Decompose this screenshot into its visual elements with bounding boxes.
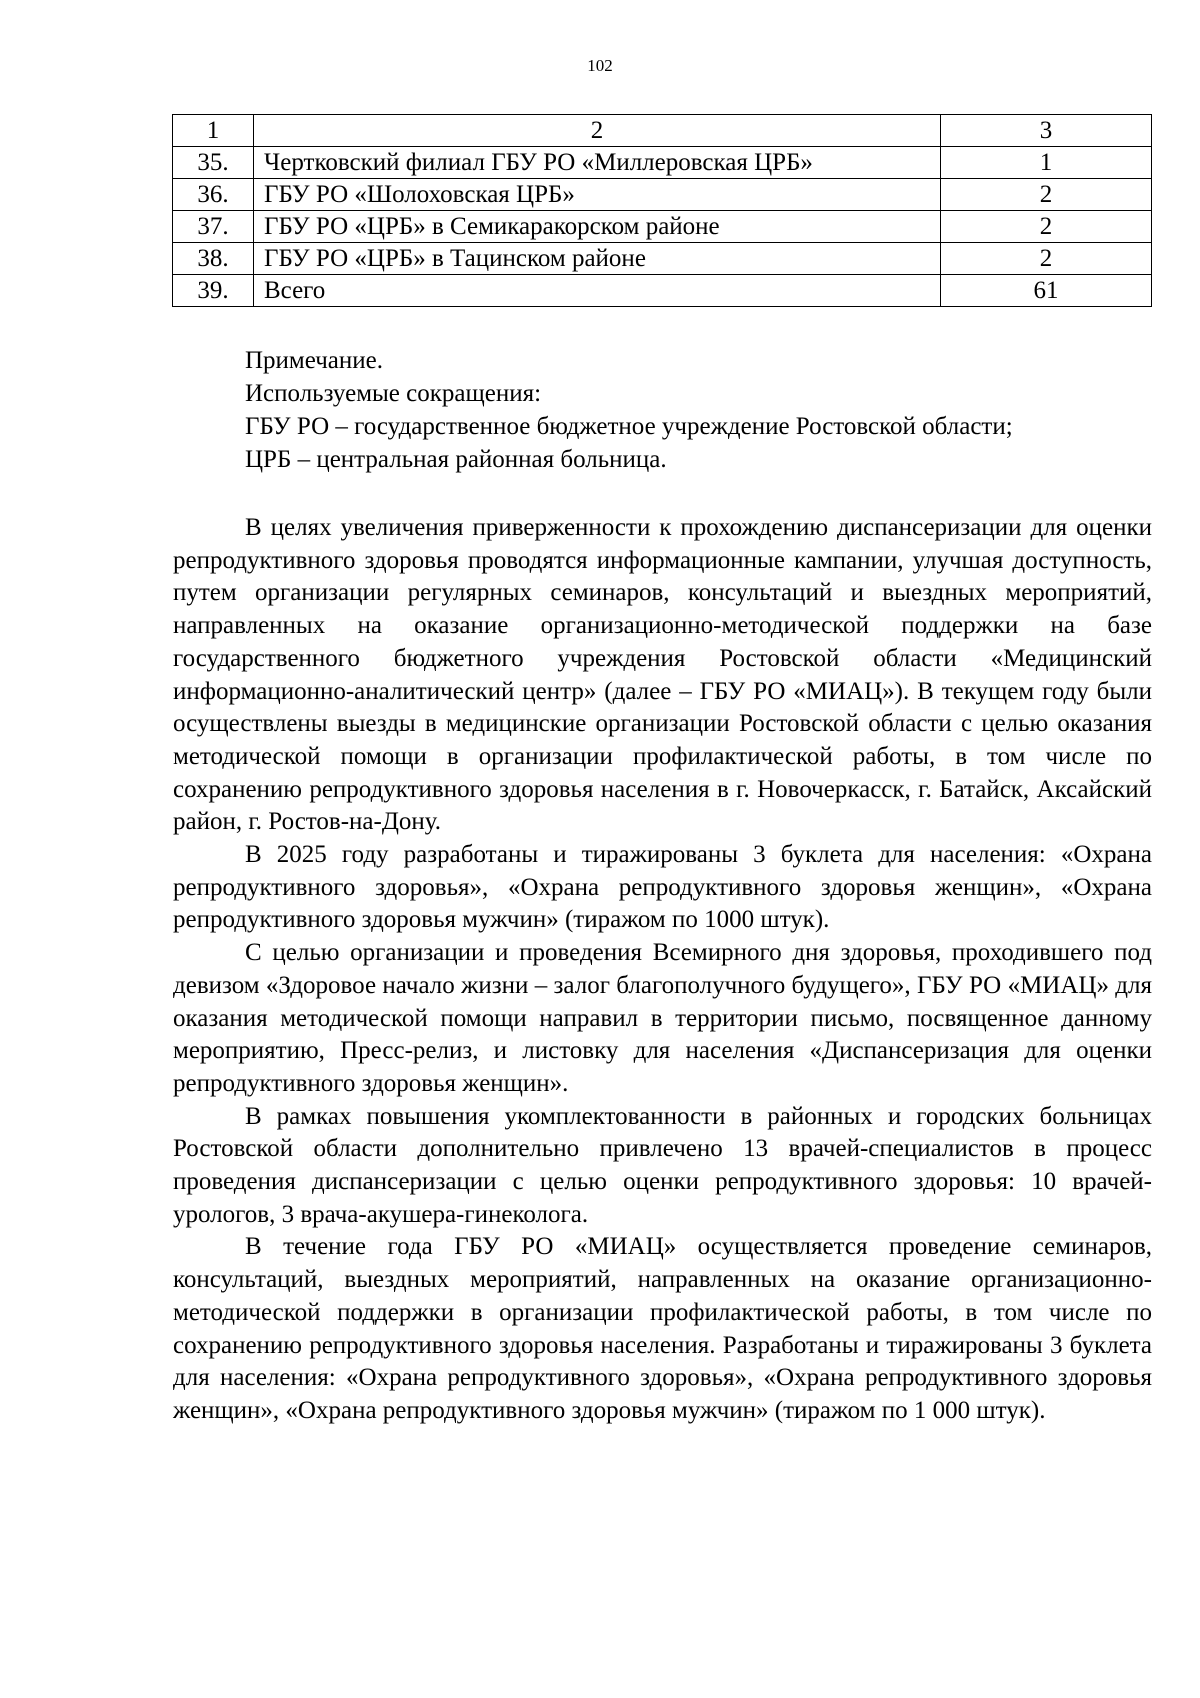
count-cell: 2 xyxy=(941,179,1152,211)
body-paragraph: В целях увеличения приверженности к прохождению диспансеризации для оценки репродуктивного здоровья проводятся информационные кампании, улучшая доступность, путем организации регулярных семинаров, консультаций и выездных мероприятий, направленных на оказание организационно-методической поддержки на базе государственного бюджетного учреждения Ростовской области «Медицинский информационно-аналитический центр» (далее – ГБУ РО «МИАЦ»). В текущем году были осуществлены выезды в медицинские организации Ростовской области с целью оказания методической помощи в организации профилактической работы, в том числе по сохранению репродуктивного здоровья населения в г. Новочеркасск, г. Батайск, Аксайский район, г. Ростов-на-Дону. xyxy=(173,514,1152,836)
page-number: 102 xyxy=(587,56,613,75)
table-header-cell: 3 xyxy=(941,115,1152,147)
count-cell: 2 xyxy=(941,243,1152,275)
count-cell: 1 xyxy=(941,147,1152,179)
table-note xyxy=(245,344,1145,476)
table-row xyxy=(173,211,1152,243)
body-paragraph: В 2025 году разработаны и тиражированы 3 буклета для населения: «Охрана репродуктивного здоровья», «Охрана репродуктивного здоровья женщин», «Охрана репродуктивного здоровья мужчин» (тиражом по 1000 штук). xyxy=(173,841,1152,934)
row-number-cell: 35. xyxy=(173,147,254,179)
table-row xyxy=(173,147,1152,179)
table-header-row xyxy=(173,115,1152,147)
table-total-row xyxy=(173,275,1152,307)
table-header-cell: 2 xyxy=(254,115,941,147)
note-title: Примечание. xyxy=(245,347,384,374)
total-label-cell: Всего xyxy=(254,275,941,307)
abbreviations-heading: Используемые сокращения: xyxy=(245,380,542,407)
body-paragraph: В течение года ГБУ РО «МИАЦ» осуществляется проведение семинаров, консультаций, выездных мероприятий, направленных на оказание организационно-методической поддержки в организации профилактической работы, в том числе по сохранению репродуктивного здоровья населения. Разработаны и тиражированы 3 буклета для населения: «Охрана репродуктивного здоровья», «Охрана репродуктивного здоровья женщин», «Охрана репродуктивного здоровья мужчин» (тиражом по 1 000 штук). xyxy=(173,1233,1152,1424)
total-count-cell: 61 xyxy=(941,275,1152,307)
institutions-table xyxy=(172,114,1152,307)
row-number-cell: 39. xyxy=(173,275,254,307)
table-header-cell: 1 xyxy=(173,115,254,147)
institution-cell: Чертковский филиал ГБУ РО «Миллеровская ЦРБ» xyxy=(254,147,941,179)
institution-cell: ГБУ РО «ЦРБ» в Тацинском районе xyxy=(254,243,941,275)
count-cell: 2 xyxy=(941,211,1152,243)
table-row xyxy=(173,243,1152,275)
body-paragraph: С целью организации и проведения Всемирного дня здоровья, проходившего под девизом «Здоровое начало жизни – залог благополучного будущего», ГБУ РО «МИАЦ» для оказания методической помощи направил в территории письмо, посвященное данному мероприятию, Пресс-релиз, и листовку для населения «Диспансеризация для оценки репродуктивного здоровья женщин». xyxy=(173,939,1152,1097)
row-number-cell: 38. xyxy=(173,243,254,275)
row-number-cell: 37. xyxy=(173,211,254,243)
institution-cell: ГБУ РО «ЦРБ» в Семикаракорском районе xyxy=(254,211,941,243)
table-row xyxy=(173,179,1152,211)
abbreviation-item: ГБУ РО – государственное бюджетное учреждение Ростовской области; xyxy=(245,413,1013,440)
abbreviation-item: ЦРБ – центральная районная больница. xyxy=(245,446,667,473)
body-text xyxy=(173,512,1152,1428)
institution-cell: ГБУ РО «Шолоховская ЦРБ» xyxy=(254,179,941,211)
row-number-cell: 36. xyxy=(173,179,254,211)
body-paragraph: В рамках повышения укомплектованности в районных и городских больницах Ростовской области дополнительно привлечено 13 врачей-специалистов в процесс проведения диспансеризации с целью оценки репродуктивного здоровья: 10 врачей-урологов, 3 врача-акушера-гинеколога. xyxy=(173,1102,1152,1228)
